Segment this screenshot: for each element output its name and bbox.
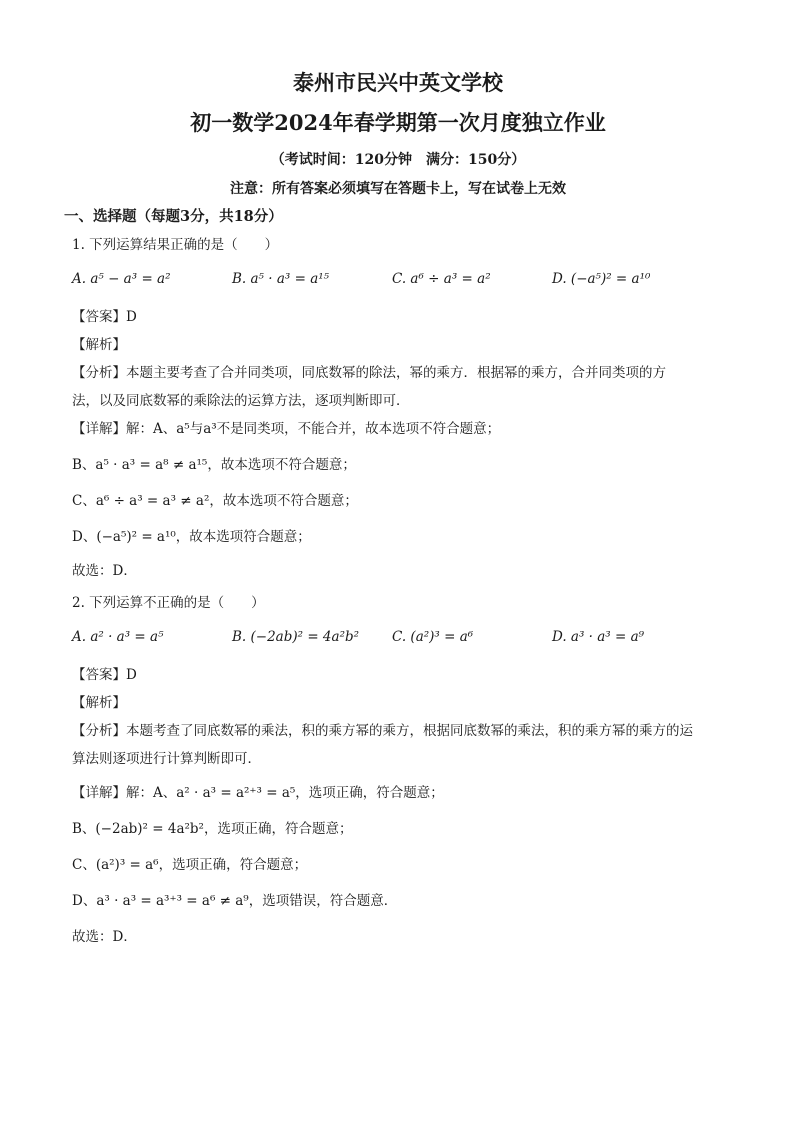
q2-option-b: B. (−2ab)² = 4a²b² [232,629,360,645]
q2-option-c: C. (a²)³ = a⁶ [392,629,474,645]
q2-detail-d: D、a³ · a³ = a³⁺³ = a⁶ ≠ a⁹，选项错误，符合题意． [72,893,398,909]
notice: 注意：所有答案必须填写在答题卡上，写在试卷上无效 [230,181,566,197]
q2-option-d: D. a³ · a³ = a⁹ [552,629,645,645]
q2-options [72,626,724,648]
q1-detail-b: B、a⁵ · a³ = a⁸ ≠ a¹⁵，故本选项不符合题意； [72,457,356,473]
q2-detail-c: C、(a²)³ = a⁶，选项正确，符合题意； [72,857,308,873]
q2-analysis-line2: 算法则逐项进行计算判断即可． [72,751,261,767]
q2-option-a: A. a² · a³ = a⁵ [72,629,164,645]
q1-options [72,268,724,290]
q2-detail-a: 【详解】解：A、a² · a³ = a²⁺³ = a⁵，选项正确，符合题意； [72,785,444,801]
section-heading: 一、选择题（每题3分，共18分） [64,208,283,225]
q1-option-a: A. a⁵ − a³ = a² [72,271,171,287]
q2-choice: 故选：D． [72,929,137,945]
q1-option-b: B. a⁵ · a³ = a¹⁵ [232,271,330,287]
exam-title: 初一数学2024年春学期第一次月度独立作业 [190,110,606,135]
q2-analysis-line1: 【分析】本题考查了同底数幂的乘法，积的乘方幂的乘方，根据同底数幂的乘法，积的乘方幂的乘方的运 [72,723,693,739]
q2-stem: 2. 下列运算不正确的是（ ） [72,595,265,611]
exam-info: （考试时间：120分钟 满分：150分） [270,152,526,168]
q1-option-c: C. a⁶ ÷ a³ = a² [392,271,491,287]
q1-answer: 【答案】D [72,309,137,325]
q2-analysis-label: 【解析】 [72,695,126,711]
q1-option-d: D. (−a⁵)² = a¹⁰ [552,271,651,287]
q1-detail-c: C、a⁶ ÷ a³ = a³ ≠ a²，故本选项不符合题意； [72,493,358,509]
q1-choice: 故选：D． [72,563,137,579]
q1-detail-d: D、(−a⁵)² = a¹⁰，故本选项符合题意； [72,529,311,545]
q1-analysis-line2: 法，以及同底数幂的乘除法的运算方法，逐项判断即可． [72,393,410,409]
q2-answer: 【答案】D [72,667,137,683]
q1-detail-a: 【详解】解：A、a⁵与a³不是同类项，不能合并，故本选项不符合题意； [72,421,501,437]
q2-detail-b: B、(−2ab)² = 4a²b²，选项正确，符合题意； [72,821,353,837]
school-name: 泰州市民兴中英文学校 [293,70,503,95]
q1-stem: 1. 下列运算结果正确的是（ ） [72,237,279,253]
q1-analysis-line1: 【分析】本题主要考查了合并同类项，同底数幂的除法，幂的乘方．根据幂的乘方，合并同类项的方 [72,365,666,381]
q1-analysis-label: 【解析】 [72,337,126,353]
